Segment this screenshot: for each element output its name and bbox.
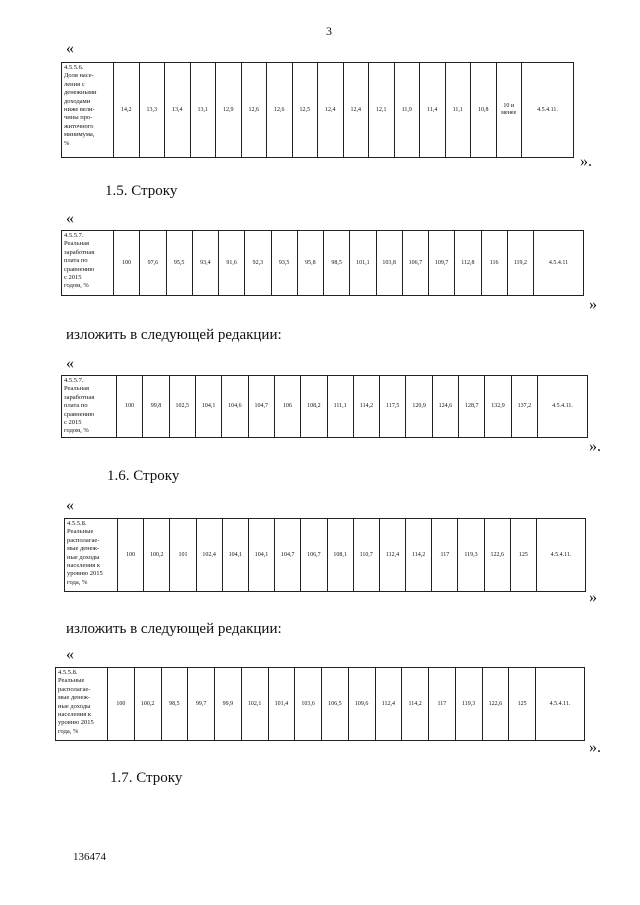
indicator-label-line: населения к bbox=[67, 562, 101, 570]
value-cell: 119,3 bbox=[458, 519, 484, 592]
value-cell: 91,6 bbox=[219, 231, 245, 296]
value-cell: 128,7 bbox=[459, 376, 485, 438]
value-cell: 132,9 bbox=[485, 376, 511, 438]
indicator-label bbox=[65, 519, 118, 592]
reference-cell: 4.5.4.11 bbox=[534, 231, 584, 296]
value-cell: 93,5 bbox=[271, 231, 297, 296]
indicator-label-line: минимума, bbox=[64, 131, 95, 139]
value-cell: 104,6 bbox=[222, 376, 248, 438]
indicator-label-line: Реальная bbox=[64, 385, 89, 393]
value-cell: 117,5 bbox=[380, 376, 406, 438]
indicator-label-line: 4.5.5.8. bbox=[67, 520, 87, 527]
table-row bbox=[56, 668, 585, 741]
value-cell: 112,4 bbox=[375, 668, 402, 741]
value-cell: 101,1 bbox=[350, 231, 376, 296]
value-cell: 119,3 bbox=[455, 668, 482, 741]
table-row bbox=[65, 519, 586, 592]
value-cell: 120,9 bbox=[406, 376, 432, 438]
value-cell: 11,1 bbox=[445, 63, 471, 158]
value-cell: 97,6 bbox=[140, 231, 166, 296]
close-quote: ». bbox=[589, 739, 601, 756]
page-number: 3 bbox=[326, 24, 332, 38]
indicator-label-line: плата по bbox=[64, 402, 88, 410]
indicator-label-line: годом, % bbox=[64, 427, 89, 435]
value-cell: 111,1 bbox=[327, 376, 353, 438]
heading-1-7: 1.7. Строку bbox=[110, 770, 183, 786]
indicator-label-line: сравнению bbox=[64, 410, 95, 418]
table-row bbox=[62, 63, 574, 158]
indicator-label bbox=[62, 63, 114, 158]
value-cell: 101,4 bbox=[268, 668, 295, 741]
replace-instruction: изложить в следующей редакции: bbox=[66, 621, 282, 637]
value-cell: 100,2 bbox=[144, 519, 170, 592]
value-cell: 100 bbox=[108, 668, 135, 741]
indicator-table-4556 bbox=[61, 62, 574, 158]
indicator-label-line: 4.5.5.6. bbox=[64, 64, 84, 71]
value-cell: 12,9 bbox=[216, 63, 242, 158]
document-code: 136474 bbox=[73, 851, 106, 863]
value-cell: 106,5 bbox=[322, 668, 349, 741]
replace-instruction: изложить в следующей редакции: bbox=[66, 327, 282, 343]
indicator-label-line: доходами bbox=[64, 97, 91, 105]
indicator-label-line: ления с bbox=[64, 80, 85, 88]
indicator-label-line: с 2015 bbox=[64, 419, 82, 427]
indicator-label-line: житочного bbox=[64, 122, 94, 130]
indicator-label bbox=[62, 231, 114, 296]
value-cell: 110,7 bbox=[353, 519, 379, 592]
indicator-label-line: ниже вели- bbox=[64, 106, 95, 114]
indicator-label-line: % bbox=[64, 139, 70, 147]
value-cell: 99,9 bbox=[215, 668, 242, 741]
table-row bbox=[62, 376, 588, 438]
value-cell: 12,5 bbox=[292, 63, 318, 158]
value-cell: 102,4 bbox=[196, 519, 222, 592]
value-cell: 117 bbox=[429, 668, 456, 741]
open-quote: « bbox=[66, 497, 74, 514]
indicator-label-line: Реальные bbox=[67, 528, 94, 536]
value-cell: 106 bbox=[274, 376, 300, 438]
value-cell: 93,4 bbox=[192, 231, 218, 296]
table-row bbox=[62, 231, 584, 296]
value-cell: 112,4 bbox=[379, 519, 405, 592]
reference-cell: 4.5.4.11. bbox=[522, 63, 574, 158]
indicator-table-4557-new bbox=[61, 375, 588, 438]
value-cell: 12,6 bbox=[241, 63, 267, 158]
indicator-label-line: 4.5.5.8. bbox=[58, 669, 78, 676]
value-cell: 13,3 bbox=[139, 63, 165, 158]
indicator-label-line: Доля насе- bbox=[64, 72, 94, 80]
value-cell: 104,7 bbox=[275, 519, 301, 592]
indicator-label-line: денежными bbox=[64, 89, 97, 97]
value-cell: 104,1 bbox=[248, 519, 274, 592]
indicator-label-line: чины про- bbox=[64, 114, 93, 122]
value-cell: 103,6 bbox=[295, 668, 322, 741]
value-cell: 12,4 bbox=[318, 63, 344, 158]
open-quote: « bbox=[66, 210, 74, 227]
indicator-label-line: плата по bbox=[64, 257, 88, 265]
indicator-label-line: 4.5.5.7. bbox=[64, 377, 84, 384]
indicator-label-line: располагае- bbox=[67, 536, 100, 544]
indicator-label-line: Реальная bbox=[64, 240, 89, 248]
value-cell: 99,7 bbox=[188, 668, 215, 741]
value-cell: 100,2 bbox=[134, 668, 161, 741]
value-cell: 14,2 bbox=[114, 63, 140, 158]
close-quote: ». bbox=[580, 153, 592, 170]
heading-1-6: 1.6. Строку bbox=[107, 468, 180, 484]
value-cell: 13,4 bbox=[165, 63, 191, 158]
indicator-label-line: ные доходы bbox=[58, 702, 91, 710]
indicator-label-line: 4.5.5.7. bbox=[64, 232, 84, 239]
indicator-label-line: годом, % bbox=[64, 282, 89, 290]
value-cell: 114,2 bbox=[353, 376, 379, 438]
value-cell: 13,1 bbox=[190, 63, 216, 158]
value-cell: 125 bbox=[510, 519, 536, 592]
value-cell: 11,9 bbox=[394, 63, 420, 158]
value-cell: 109,7 bbox=[429, 231, 455, 296]
value-cell: 137,2 bbox=[511, 376, 537, 438]
value-cell: 112,8 bbox=[455, 231, 481, 296]
indicator-label-line: заработная bbox=[64, 248, 95, 256]
indicator-label-line: года, % bbox=[67, 578, 88, 586]
indicator-label-line: располагае- bbox=[58, 685, 91, 693]
value-cell: 114,2 bbox=[402, 668, 429, 741]
reference-cell: 4.5.4.11. bbox=[537, 519, 586, 592]
indicator-label-line: мые денеж- bbox=[58, 694, 91, 702]
value-cell: 102,5 bbox=[169, 376, 195, 438]
reference-cell: 4.5.4.11. bbox=[536, 668, 585, 741]
indicator-table-4557-old bbox=[61, 230, 584, 296]
value-cell: 108,1 bbox=[327, 519, 353, 592]
value-cell: 117 bbox=[432, 519, 458, 592]
value-cell: 108,2 bbox=[301, 376, 327, 438]
value-cell: 122,6 bbox=[482, 668, 509, 741]
indicator-label-line: сравнению bbox=[64, 265, 95, 273]
open-quote: « bbox=[66, 355, 74, 372]
value-cell: 95,5 bbox=[166, 231, 192, 296]
indicator-label-line: мые денеж- bbox=[67, 545, 100, 553]
close-quote: » bbox=[589, 296, 597, 313]
value-cell: 106,7 bbox=[402, 231, 428, 296]
indicator-label-line: уровню 2015 bbox=[58, 719, 94, 727]
value-cell: 106,7 bbox=[301, 519, 327, 592]
indicator-table-4558-old bbox=[64, 518, 586, 592]
reference-cell: 4.5.4.11. bbox=[538, 376, 588, 438]
indicator-label-line: уровню 2015 bbox=[67, 570, 103, 578]
value-cell: 104,7 bbox=[248, 376, 274, 438]
open-quote: « bbox=[66, 40, 74, 57]
value-cell: 119,2 bbox=[507, 231, 533, 296]
indicator-table-4558-new bbox=[55, 667, 585, 741]
heading-1-5: 1.5. Строку bbox=[105, 183, 178, 199]
indicator-label-line: населения к bbox=[58, 711, 92, 719]
value-cell: 116 bbox=[481, 231, 507, 296]
value-cell: 12,4 bbox=[343, 63, 369, 158]
value-cell: 11,4 bbox=[420, 63, 446, 158]
value-cell: 95,8 bbox=[297, 231, 323, 296]
value-cell: 98,5 bbox=[324, 231, 350, 296]
value-cell: 124,6 bbox=[432, 376, 458, 438]
value-cell: 10,8 bbox=[471, 63, 497, 158]
close-quote: ». bbox=[589, 438, 601, 455]
value-cell: 125 bbox=[509, 668, 536, 741]
value-cell: 101 bbox=[170, 519, 196, 592]
open-quote: « bbox=[66, 646, 74, 663]
value-cell: 100 bbox=[114, 231, 140, 296]
value-cell: 92,3 bbox=[245, 231, 271, 296]
value-cell: 99,8 bbox=[143, 376, 169, 438]
indicator-label-line: Реальные bbox=[58, 677, 85, 685]
value-cell: 103,8 bbox=[376, 231, 402, 296]
value-cell: 114,2 bbox=[406, 519, 432, 592]
value-cell: 10 и менее bbox=[496, 63, 522, 158]
value-cell: 12,1 bbox=[369, 63, 395, 158]
indicator-label-line: года, % bbox=[58, 727, 79, 735]
value-cell: 104,1 bbox=[222, 519, 248, 592]
indicator-label bbox=[62, 376, 117, 438]
indicator-label bbox=[56, 668, 108, 741]
value-cell: 98,5 bbox=[161, 668, 188, 741]
value-cell: 104,1 bbox=[195, 376, 221, 438]
value-cell: 122,6 bbox=[484, 519, 510, 592]
indicator-label-line: с 2015 bbox=[64, 274, 82, 282]
value-cell: 12,6 bbox=[267, 63, 293, 158]
close-quote: » bbox=[589, 589, 597, 606]
value-cell: 100 bbox=[118, 519, 144, 592]
indicator-label-line: ные доходы bbox=[67, 553, 100, 561]
value-cell: 102,1 bbox=[241, 668, 268, 741]
value-cell: 100 bbox=[117, 376, 143, 438]
value-cell: 109,6 bbox=[348, 668, 375, 741]
indicator-label-line: заработная bbox=[64, 393, 95, 401]
